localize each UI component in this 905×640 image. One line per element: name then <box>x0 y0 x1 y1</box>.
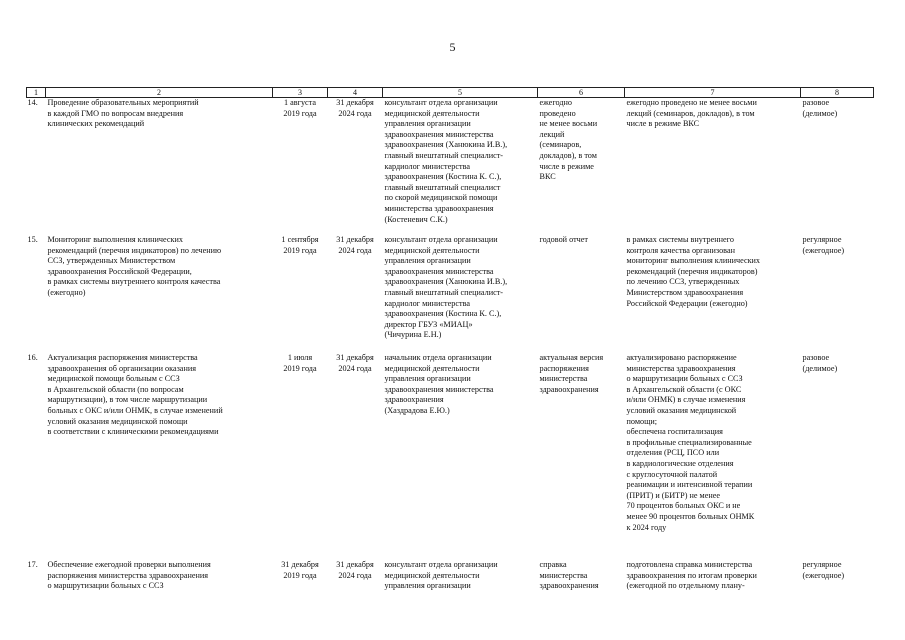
end-date-cell: 31 декабря 2024 года <box>336 353 374 373</box>
table-row <box>27 98 874 236</box>
end-date-cell: 31 декабря 2024 года <box>336 235 374 255</box>
column-header: 3 <box>273 88 328 98</box>
responsible-cell: консультант отдела организации медицинской деятельности управления организации здравоохранения министерства здравоохранения (Ханюкина И.В.), главный внештатный специалист- кардиолог министерства здравоохранения (Костина К. С.), главный внештатный специалист по скорой медицинской помощи министерства здравоохранения (Костеневич С.К.) <box>384 98 508 224</box>
control-type-cell: регулярное (ежегодное) <box>802 235 845 255</box>
result-cell: годовой отчет <box>539 235 588 244</box>
control-type-cell: разовое (делимое) <box>802 353 838 373</box>
start-date-cell: 1 августа 2019 года <box>283 98 317 118</box>
column-header: 2 <box>46 88 273 98</box>
row-number: 15. <box>27 235 38 244</box>
row-number: 16. <box>27 353 38 362</box>
event-cell: Проведение образовательных мероприятий в каждой ГМО по вопросам внедрения клинических рекомендаций <box>47 98 199 129</box>
table-row <box>27 353 874 560</box>
indicator-cell: подготовлена справка министерства здравоохранения по итогам проверки (ежегодной по отдельному плану- <box>626 560 757 591</box>
result-cell: справка министерства здравоохранения <box>539 560 599 591</box>
start-date-cell: 1 июля 2019 года <box>283 353 317 373</box>
end-date-cell: 31 декабря 2024 года <box>336 98 374 118</box>
control-type-cell: регулярное (ежегодное) <box>802 560 845 580</box>
measures-table <box>26 87 874 600</box>
row-number: 14. <box>27 98 38 107</box>
indicator-cell: актуализировано распоряжение министерства здравоохранения о маршрутизации больных с ССЗ в Архангельской области (с ОКС и/или ОНМК) в случае изменения условий оказания медицинской помощи; обеспечена госпитализация в профильные специализированные отделения (РСЦ, ПСО или в кардиологические отделения с круглосуточной палатой реанимации и интенсивной терапии (ПРИТ) и (БИТР) не менее 70 процентов больных ОКС и не менее 90 процентов больных ОНМК к 2024 году <box>626 353 755 532</box>
column-number-header-row <box>27 88 874 98</box>
table-row <box>27 235 874 353</box>
responsible-cell: консультант отдела организации медицинской деятельности управления организации здравоохранения министерства здравоохранения (Ханюкина И.В.), главный внештатный специалист- кардиолог министерства здравоохранения (Костина К. С.), директор ГБУЗ «МИАЦ» (Чичурина Е.Н.) <box>384 235 508 340</box>
event-cell: Актуализация распоряжения министерства здравоохранения об организации оказания медицинской помощи больным с ССЗ в Архангельской области (по вопросам маршрутизации), в том числе маршрутизации больных с ОКС и/или ОНМК, в случае изменений условий оказания медицинской помощи в соответствии с клиническими рекомендациями <box>47 353 223 437</box>
indicator-cell: в рамках системы внутреннего контроля качества организован мониторинг выполнения клинических рекомендаций (перечня индикаторов) по лечению ССЗ, утвержденных Министерством здравоохранения Российской Федерации (ежегодно) <box>626 235 761 308</box>
column-header: 5 <box>383 88 538 98</box>
start-date-cell: 1 сентября 2019 года <box>281 235 319 255</box>
event-cell: Обеспечение ежегодной проверки выполнения распоряжения министерства здравоохранения о маршрутизации больных с ССЗ <box>47 560 211 591</box>
result-cell: ежегодно проведено не менее восьми лекций (семинаров, докладов), в том числе в режиме ВКС <box>539 98 598 182</box>
end-date-cell: 31 декабря 2024 года <box>336 560 374 580</box>
responsible-cell: начальник отдела организации медицинской деятельности управления организации здравоохранения министерства здравоохранения (Хаздрадова Е.Ю.) <box>384 353 494 415</box>
indicator-cell: ежегодно проведено не менее восьми лекций (семинаров, докладов), в том числе в режиме ВКС <box>626 98 757 129</box>
row-number: 17. <box>27 560 38 569</box>
event-cell: Мониторинг выполнения клинических рекомендаций (перечня индикаторов) по лечению ССЗ, утвержденных Министерством здравоохранения Российской Федерации, в рамках системы внутреннего контроля качества (ежегодно) <box>47 235 222 297</box>
control-type-cell: разовое (делимое) <box>802 98 838 118</box>
responsible-cell: консультант отдела организации медицинской деятельности управления организации <box>384 560 498 591</box>
column-header: 6 <box>538 88 625 98</box>
table-row <box>27 560 874 600</box>
column-header: 8 <box>801 88 874 98</box>
page-number: 5 <box>449 40 456 54</box>
column-header: 7 <box>625 88 801 98</box>
column-header: 4 <box>328 88 383 98</box>
column-header: 1 <box>27 88 46 98</box>
result-cell: актуальная версия распоряжения министерства здравоохранения <box>539 353 604 394</box>
start-date-cell: 31 декабря 2019 года <box>281 560 319 580</box>
